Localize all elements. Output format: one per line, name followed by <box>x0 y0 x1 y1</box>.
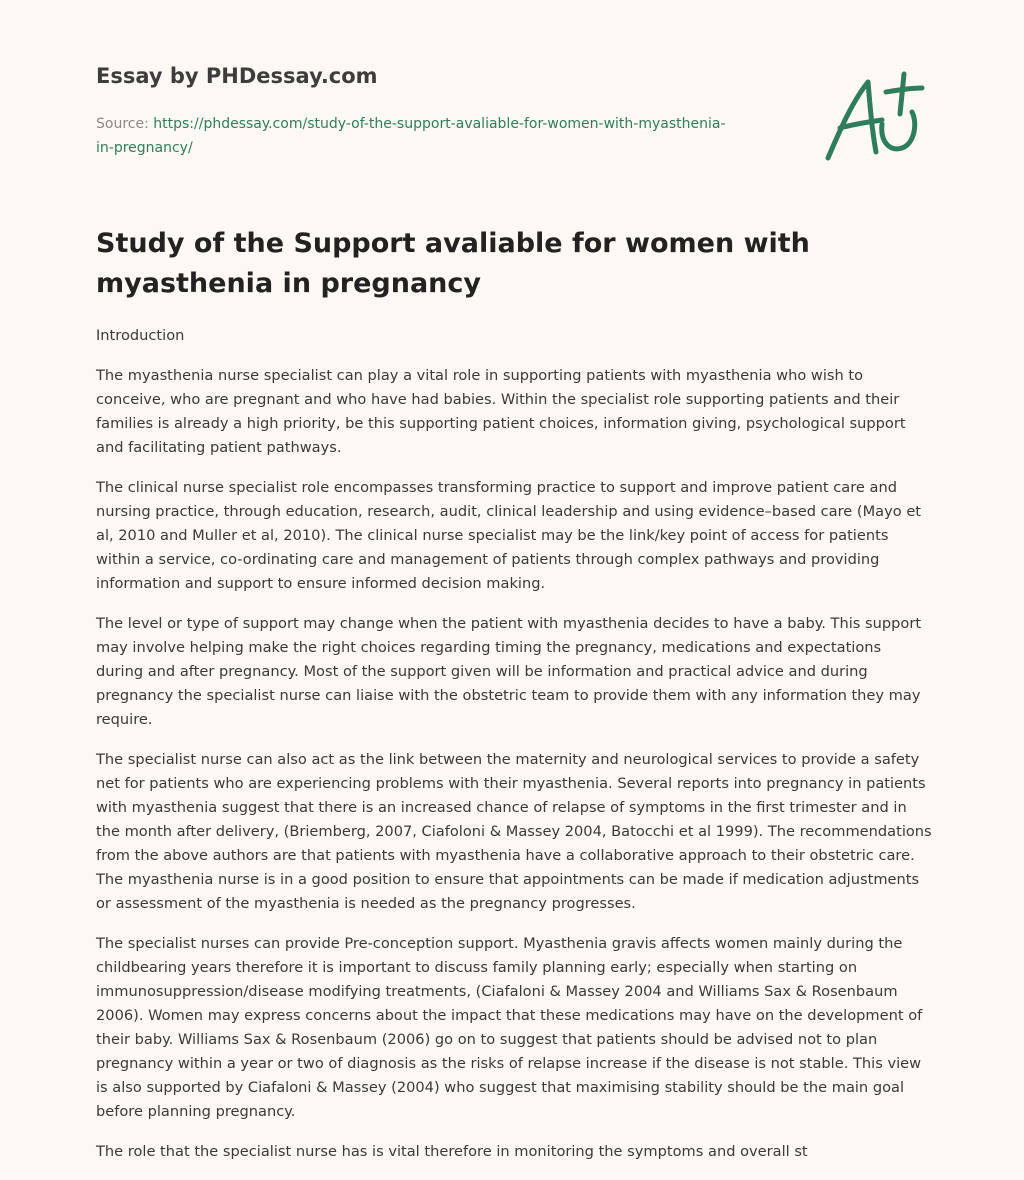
site-title: Essay by PHDessay.com <box>96 64 378 88</box>
paragraph: The clinical nurse specialist role encompasses transforming practice to support and improve patient care and nursing practice, through education, research, audit, clinical leadership and using evidence–based care (Mayo et al, 2010 and Muller et al, 2010). The clinical nurse specialist may be the link/key point of access for patients within a service, co-ordinating care and management of patients through complex pathways and providing information and support to ensure informed decision making. <box>96 479 922 592</box>
a-plus-grade-icon <box>818 68 930 164</box>
paragraph: The myasthenia nurse specialist can play a vital role in supporting patients with myasthenia who wish to conceive, who are pregnant and who have had babies. Within the specialist role supporting patients and their families is already a high priority, be this supporting patient choices, information giving, psychological support and facilitating patient pathways. <box>96 367 906 456</box>
source-link[interactable]: https://phdessay.com/study-of-the-support-avaliable-for-women-with-myasthenia-in-pregnancy/ <box>96 116 726 156</box>
source-label: Source: <box>96 116 154 132</box>
essay-title: Study of the Support avaliable for women with myasthenia in pregnancy <box>96 228 810 299</box>
paragraph-truncated: The role that the specialist nurse has is vital therefore in monitoring the symptoms and overall st <box>96 1143 808 1160</box>
paragraph: The level or type of support may change when the patient with myasthenia decides to have a baby. This support may involve helping make the right choices regarding timing the pregnancy, medications and expectations during and after pregnancy. Most of the support given will be information and practical advice and during pregnancy the specialist nurse can liaise with the obstetric team to provide them with any information they may require. <box>96 615 922 728</box>
source-line <box>96 112 736 160</box>
paragraph: The specialist nurse can also act as the link between the maternity and neurological services to provide a safety net for patients who are experiencing problems with their myasthenia. Several reports into pregnancy in patients with myasthenia suggest that there is an increased chance of relapse of symptoms in the first trimester and in the month after delivery, (Briemberg, 2007, Ciafoloni & Massey 2004, Batocchi et al 1999). The recommendations from the above authors are that patients with myasthenia have a collaborative approach to their obstetric care. The myasthenia nurse is in a good position to ensure that appointments can be made if medication adjustments or assessment of the myasthenia is needed as the pregnancy progresses. <box>96 751 932 912</box>
paragraph: The specialist nurses can provide Pre-conception support. Myasthenia gravis affects women mainly during the childbearing years therefore it is important to discuss family planning early; especially when starting on immunosuppression/disease modifying treatments, (Ciafaloni & Massey 2004 and Williams Sax & Rosenbaum 2006). Women may express concerns about the impact that these medications may have on the development of their baby. Williams Sax & Rosenbaum (2006) go on to suggest that patients should be advised not to plan pregnancy within a year or two of diagnosis as the risks of relapse increase if the disease is not stable. This view is also supported by Ciafaloni & Massey (2004) who suggest that maximising stability should be the main goal before planning pregnancy. <box>96 935 923 1120</box>
essay-body <box>96 324 932 1180</box>
paragraph-heading: Introduction <box>96 327 185 344</box>
